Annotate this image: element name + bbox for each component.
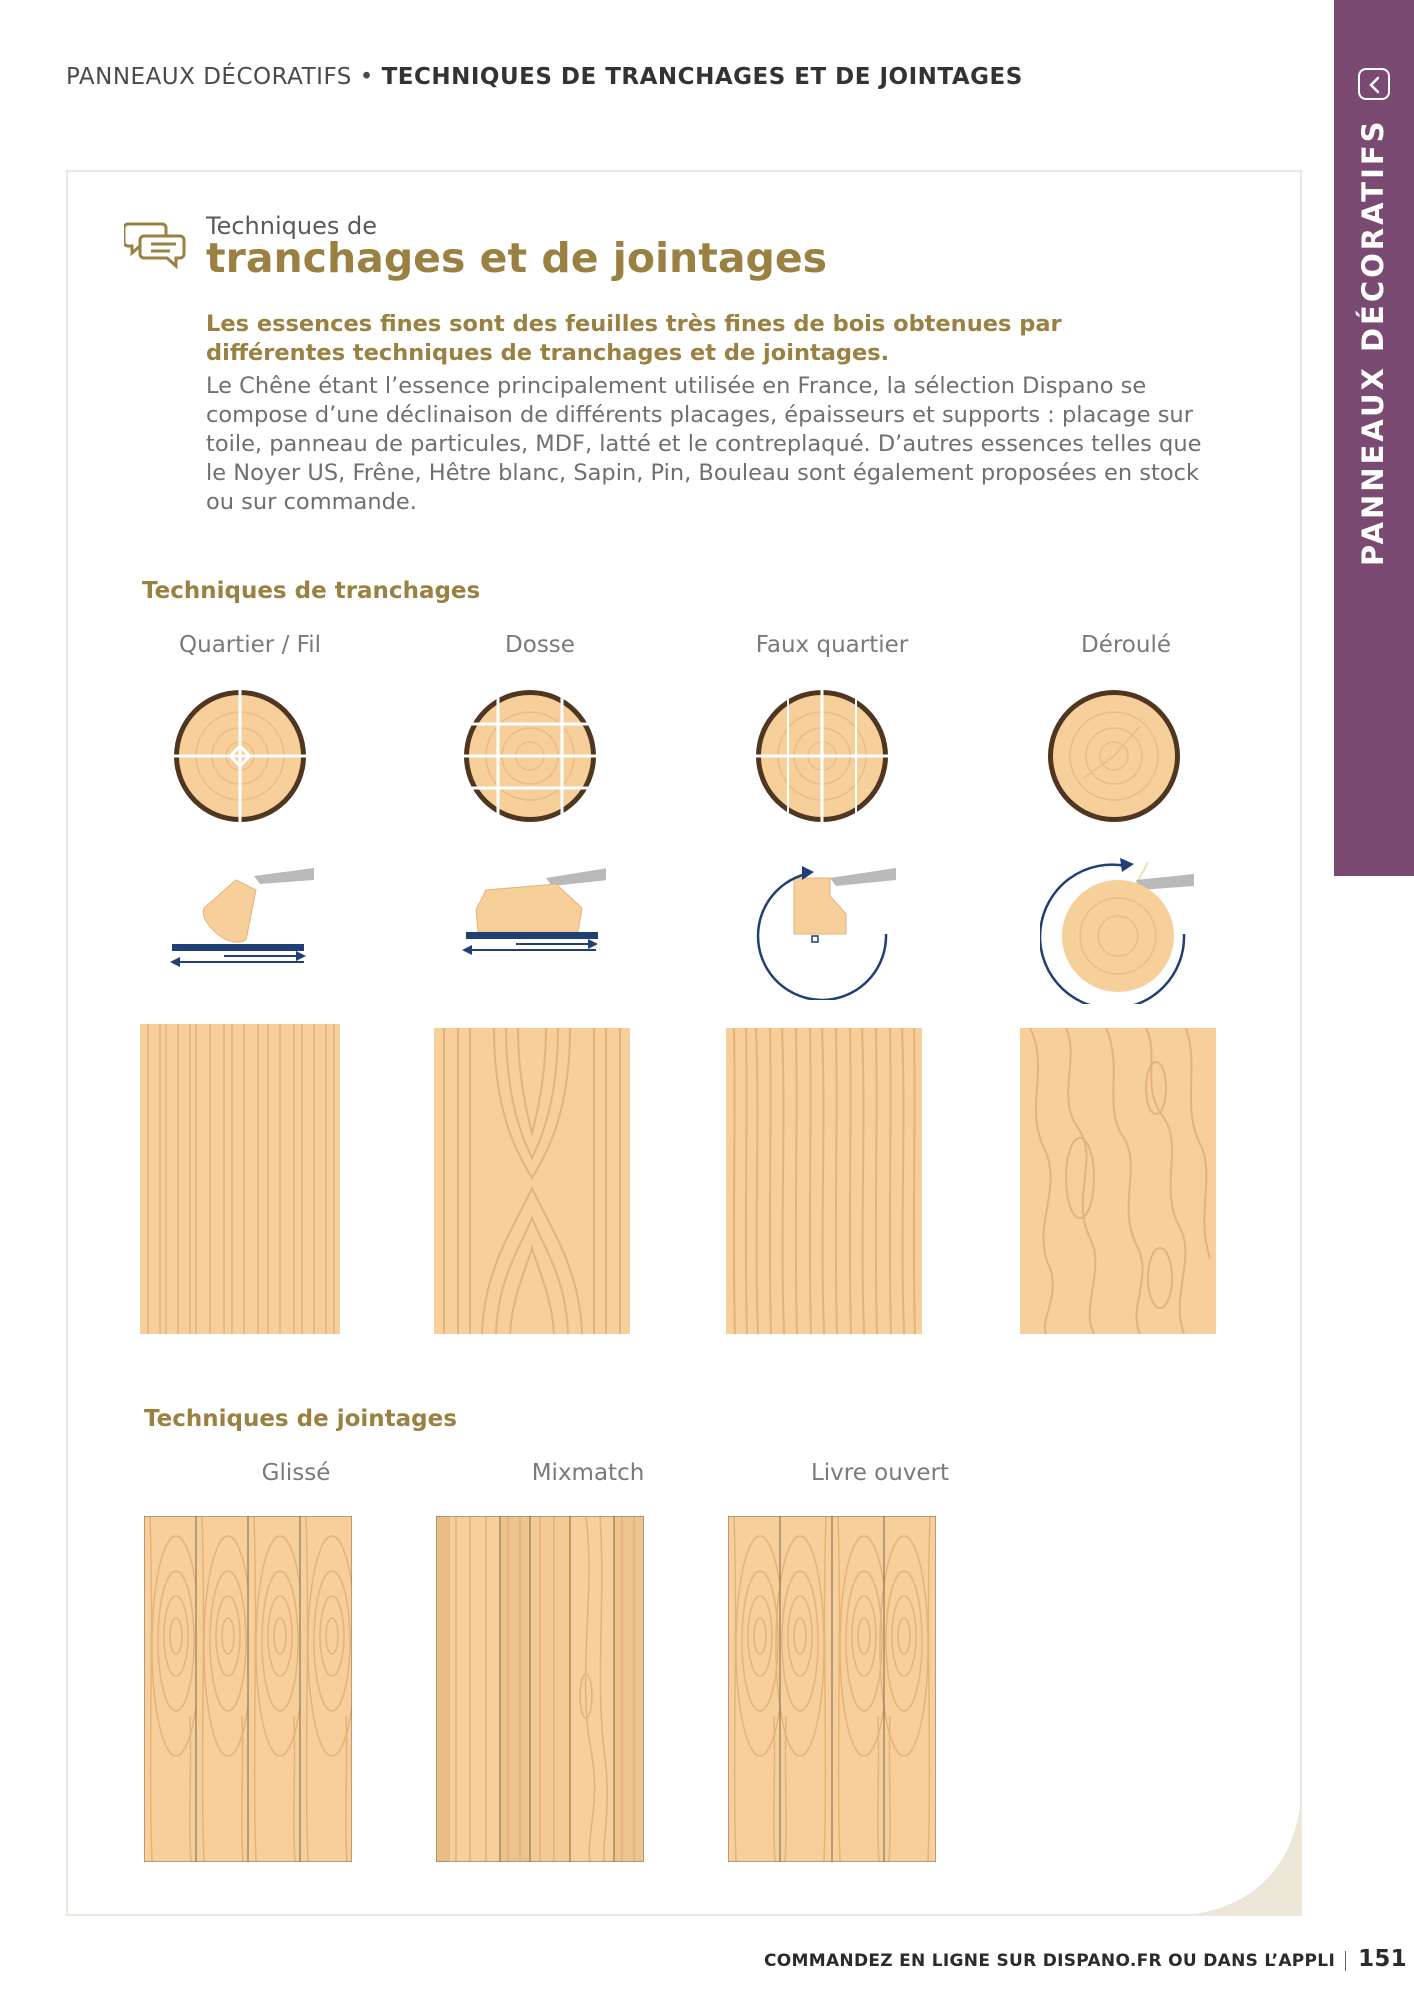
breadcrumb-bullet: • [359, 64, 374, 90]
section-side-tab [1334, 0, 1414, 876]
lead-paragraph: Les essences fines sont des feuilles très fines de bois obtenues par différentes techniques de tranchages et de jointages. [206, 311, 1062, 366]
tranchage-label-deroule: Déroulé [1080, 632, 1171, 658]
back-button[interactable] [1358, 68, 1390, 100]
breadcrumb-title: TECHNIQUES DE TRANCHAGES ET DE JOINTAGES [381, 64, 1023, 90]
cut-diagram-dosse-icon [456, 862, 606, 982]
cut-diagram-quartier-icon [164, 862, 314, 982]
footer [764, 1946, 1407, 1972]
speech-bubbles-icon [124, 218, 188, 274]
book-match-pattern-icon [728, 1516, 936, 1862]
veneer-panel-quartier [140, 1024, 340, 1334]
slip-match-pattern-icon [144, 1516, 352, 1862]
wood-grain-rotary-icon [1020, 1028, 1216, 1334]
jointage-panel-mixmatch [436, 1516, 644, 1862]
veneer-panel-faux-quartier [726, 1028, 922, 1334]
jointage-panel-livre-ouvert [728, 1516, 936, 1862]
jointage-label-livre-ouvert: Livre ouvert [810, 1460, 950, 1486]
veneer-panel-dosse [434, 1028, 630, 1334]
tranchage-label-faux-quartier: Faux quartier [755, 632, 909, 658]
wood-grain-rift-icon [726, 1028, 922, 1334]
page-number: 151 [1358, 1946, 1407, 1972]
jointage-panel-glisse [144, 1516, 352, 1862]
log-section-dosse-icon [460, 686, 600, 826]
tranchages-heading: Techniques de tranchages [142, 578, 481, 604]
wood-grain-cathedral-icon [434, 1028, 630, 1334]
side-tab-label: PANNEAUX DÉCORATIFS [1356, 118, 1390, 566]
tranchage-label-dosse: Dosse [505, 632, 575, 658]
footer-cta: COMMANDEZ EN LIGNE SUR DISPANO.FR OU DANS L’APPLI [764, 1951, 1336, 1971]
footer-separator [1345, 1951, 1346, 1971]
tranchage-label-quartier: Quartier / Fil [179, 632, 321, 658]
chevron-left-icon [1367, 76, 1383, 94]
jointage-label-glisse: Glissé [261, 1460, 331, 1486]
log-section-faux-quartier-icon [752, 686, 892, 826]
title-small: Techniques de [206, 212, 377, 240]
page-title: tranchages et de jointages [206, 234, 828, 282]
veneer-panel-deroule [1020, 1028, 1216, 1334]
log-section-deroule-icon [1044, 686, 1184, 826]
mixmatch-pattern-icon [436, 1516, 644, 1862]
wood-grain-straight-icon [140, 1024, 340, 1334]
breadcrumb [66, 64, 1023, 90]
cut-diagram-faux-quartier-icon [750, 860, 900, 1000]
jointages-heading: Techniques de jointages [144, 1406, 457, 1432]
cut-diagram-deroule-icon [1040, 854, 1200, 1004]
body-paragraph: Le Chêne étant l’essence principalement utilisée en France, la sélection Dispano se compose d’une déclinaison de différents placages, épaisseurs et supports : placage sur toile, panneau de particules, MDF, latté et le contreplaqué. D’autres essences telles que le Noyer US, Frêne, Hêtre blanc, Sapin, Pin, Bouleau sont également proposées en stock ou sur commande. [206, 373, 1202, 515]
breadcrumb-section: PANNEAUX DÉCORATIFS [66, 64, 352, 90]
page-curl-decoration [1172, 1786, 1302, 1916]
log-section-quartier-icon [170, 686, 310, 826]
jointage-label-mixmatch: Mixmatch [531, 1460, 645, 1486]
content-card [66, 170, 1302, 1916]
